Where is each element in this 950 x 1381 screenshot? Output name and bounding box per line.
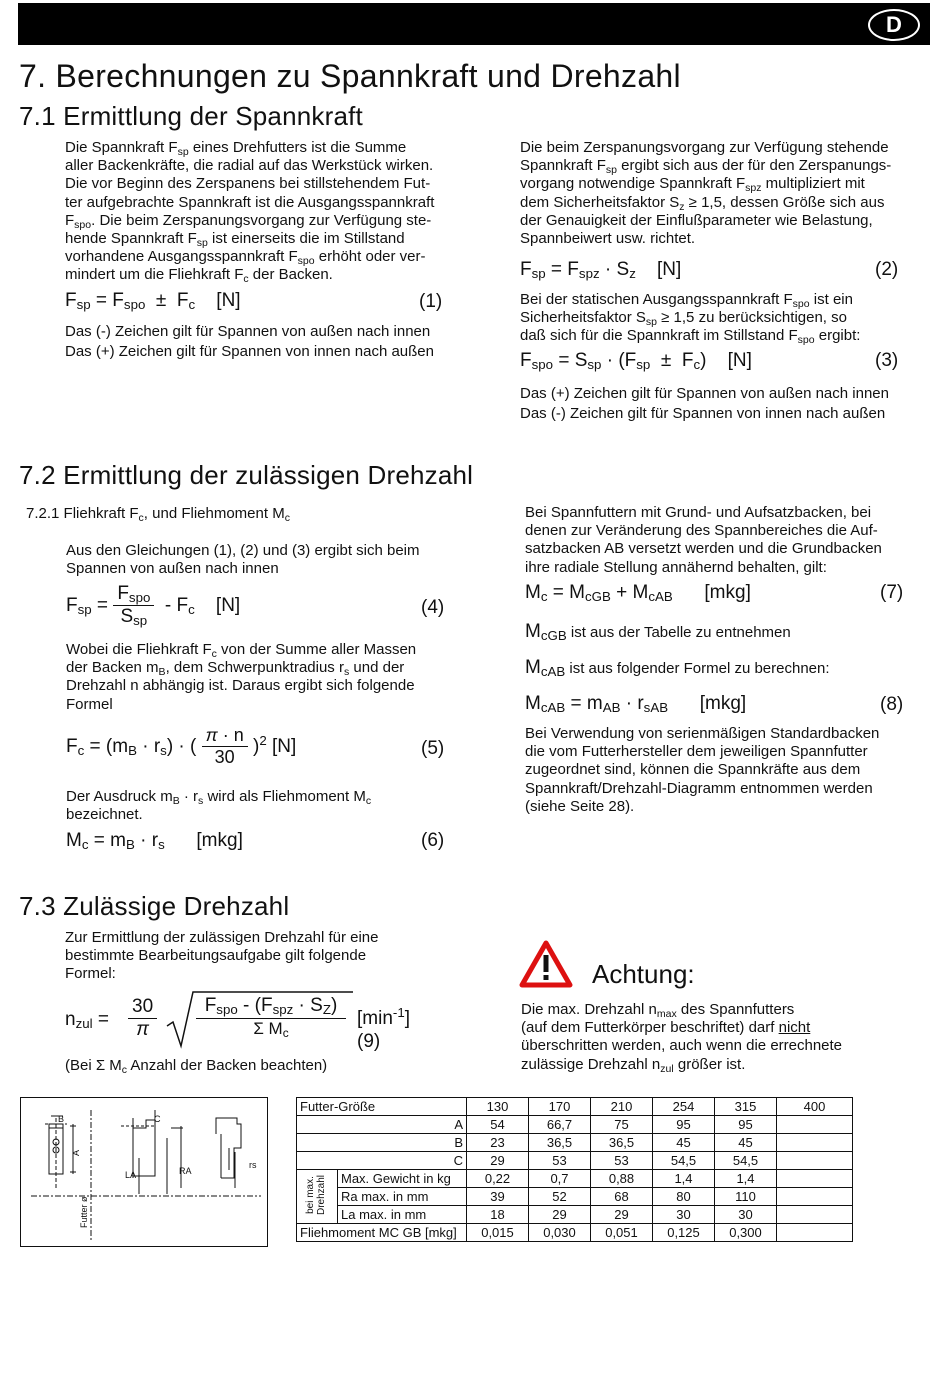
size-254: 254 — [653, 1098, 715, 1116]
s72-intro: Aus den Gleichungen (1), (2) und (3) ergibt sich beim Spannen von außen nach innen — [66, 542, 420, 578]
equation-1: $F_{sp} = F_{spo} \pm F_c$ [N] — [65, 290, 241, 312]
s72-right-paragraph: Bei Spannfuttern mit Grund- und Aufsatzbacken, bei denen zur Veränderung des Spannbereiches die Auf- satzbacken AB versetzt werden und die Grundbacken ihre radiale Stellung annähernd behalten, gilt: — [525, 504, 882, 576]
equation-2-number: (2) — [875, 259, 899, 280]
table-row: Fliehmoment MC GB [mkg] 0,015 0,030 0,051 0,125 0,300 — [297, 1224, 853, 1242]
table-header-row — [297, 1098, 853, 1116]
equation-1-number: (1) — [419, 291, 443, 312]
sign-plus-note: Das (+) Zeichen gilt für Spannen von innen nach außen — [65, 343, 434, 360]
page-title: 7. Berechnungen zu Spannkraft und Drehzahl — [19, 58, 681, 94]
standard-backen-paragraph: Bei Verwendung von serienmäßigen Standardbacken die vom Futterhersteller dem jeweiligen Spannfutter zugeordnet sind, können die Spannkräfte aus dem Spannkraft/Drehzahl-Diagramm entnommen werden (siehe Seite 28). — [525, 725, 880, 815]
equation-4-number: (4) — [421, 597, 445, 618]
jaw-drawing — [21, 1098, 267, 1246]
jaw-diagram — [20, 1097, 268, 1247]
label-la: LA — [125, 1170, 137, 1180]
equation-8-number: (8) — [880, 694, 904, 715]
section-7-1-heading: 7.1 Ermittlung der Spannkraft — [19, 101, 363, 131]
table-row: La max. in mm 18 29 29 30 30 — [297, 1206, 853, 1224]
equation-9-number: (9) — [357, 1031, 381, 1052]
table-row: bei max. Drehzahl Max. Gewicht in kg 0,22 0,7 0,88 1,4 1,4 — [297, 1170, 853, 1188]
static-paragraph: Bei der statischen Ausgangsspannkraft $F_{spo}$ ist ein Sicherheitsfaktor $S_{sp} \ge 1,5$ zu berücksichtigen, so daß sich für die Spannkraft im Stillstand $F_{spo}$ ergibt: — [520, 291, 861, 347]
equation-9-unit: $[\min^{-1}]$ — [357, 1005, 411, 1029]
size-170: 170 — [529, 1098, 591, 1116]
equation-5: $F_c = (m_B \cdot r_s)$ · ( $\frac{\pi \cdot n}{30}$ )$^2$ [N] — [66, 725, 297, 767]
table-row: Ra max. in mm 39 52 68 80 110 — [297, 1188, 853, 1206]
spec-table — [296, 1097, 853, 1242]
warning-text: Die max. Drehzahl $n_{max}$ des Spannfutters (auf dem Futterkörper beschriftet) darf nicht überschritten werden, auch wenn die errechnete zulässige Drehzahl $n_{zul}$ größer ist. — [521, 1001, 843, 1075]
spec-table-wrap — [296, 1097, 853, 1242]
label-futter-diameter: Futter ø — [79, 1196, 89, 1228]
drehzahl-side-label: bei max. Drehzahl — [297, 1170, 338, 1224]
label-c: C — [154, 1114, 161, 1124]
table-header-label: Futter-Größe — [297, 1098, 467, 1116]
sign-minus-note: Das (-) Zeichen gilt für Spannen von außen nach innen — [65, 323, 431, 340]
ausdruck-paragraph: Der Ausdruck $m_B \cdot r_s$ wird als Fliehmoment $M_c$ bezeichnet. — [66, 788, 372, 824]
warning-triangle-icon — [519, 940, 573, 988]
equation-9-radicand: $F_{spo} - (F_{spz} \cdot S_Z)$ Σ $M_c$ — [196, 995, 346, 1039]
size-130: 130 — [467, 1098, 529, 1116]
section-7-2-heading: 7.2 Ermittlung der zulässigen Drehzahl — [19, 460, 474, 490]
size-210: 210 — [591, 1098, 653, 1116]
equation-6-number: (6) — [421, 830, 445, 851]
equation-7-number: (7) — [880, 582, 904, 603]
sign-plus-note-2: Das (+) Zeichen gilt für Spannen von außen nach innen — [520, 385, 889, 402]
wobei-paragraph: Wobei die Fliehkraft $F_c$ von der Summe aller Massen der Backen $m_B$, dem Schwerpunktradius $r_s$ und der Drehzahl n abhängig ist. Daraus ergibt sich folgende Formel — [66, 641, 417, 713]
section-7-3-heading: 7.3 Zulässige Drehzahl — [19, 891, 290, 921]
equation-5-number: (5) — [421, 738, 445, 759]
s73-intro: Zur Ermittlung der zulässigen Drehzahl für eine bestimmte Bearbeitungsaufgabe gilt folgende Formel: — [65, 929, 379, 983]
mcgb-line: $M_{cGB}$ ist aus der Tabelle zu entnehmen — [525, 621, 791, 643]
label-a: A — [71, 1149, 81, 1156]
equation-7: $M_c = M_{cGB} + M_{cAB}$ [mkg] — [525, 582, 751, 604]
equation-3: $F_{spo} = S_{sp} \cdot (F_{sp} \pm F_c)$ [N] — [520, 350, 752, 372]
header-bar — [18, 3, 930, 45]
equation-6: $M_c = m_B \cdot r_s$ [mkg] — [66, 830, 243, 852]
label-ra: RA — [179, 1166, 192, 1176]
language-badge: D — [868, 9, 920, 41]
table-row: C 29 53 53 54,5 54,5 — [297, 1152, 853, 1170]
s71-right-paragraph: Die beim Zerspanungsvorgang zur Verfügung stehende Spannkraft $F_{sp}$ ergibt sich aus der für den Zerspanungs- vorgang notwendige Spannkraft $F_{spz}$ multipliziert mit dem Sicherheitsfaktor $S_z \ge 1,5$, dessen Größe sich aus der Genauigkeit der Einflußparameter wie Belastung, Spannbeiwert usw. richtet. — [520, 139, 892, 248]
equation-3-number: (3) — [875, 350, 899, 371]
equation-9-lhs: $n_{zul}$ = — [65, 1009, 109, 1031]
size-315: 315 — [715, 1098, 777, 1116]
equation-8: $M_{cAB} = m_{AB} \cdot r_{sAB}$ [mkg] — [525, 693, 747, 715]
sign-minus-note-2: Das (-) Zeichen gilt für Spannen von innen nach außen — [520, 405, 886, 422]
table-row: A 54 66,7 75 95 95 — [297, 1116, 853, 1134]
label-b: B — [58, 1114, 65, 1124]
s71-left-paragraph: Die Spannkraft $F_{sp}$ eines Drehfutters ist die Summe aller Backenkräfte, die radial auf das Werkstück wirken. Die vor Beginn des Zerspanens bei stillstehendem Fut- ter aufgebrachte Spannkraft ist die Ausgangsspannkraft $F_{spo}$. Die beim Zerspanungsvorgang zur Verfügung ste- hende Spannkraft $F_{sp}$ ist einerseits die im Stillstand vorhandene Ausgangsspannkraft $F_{spo}$ erhöht oder ver- mindert um die Fliehkraft $F_c$ der Backen. — [65, 139, 435, 286]
subsection-7-2-1-heading: 7.2.1 Fliehkraft $F_c$, und Fliehmoment $M_c$ — [26, 505, 290, 524]
warning-title: Achtung: — [592, 959, 695, 989]
backen-note: (Bei Σ $M_c$ Anzahl der Backen beachten) — [65, 1057, 328, 1076]
equation-2: $F_{sp} = F_{spz} \cdot S_z$ [N] — [520, 259, 682, 281]
label-rs: rs — [249, 1160, 257, 1170]
equation-9-factor: $\frac{30}{\pi}$ — [128, 996, 157, 1041]
table-row: B 23 36,5 36,5 45 45 — [297, 1134, 853, 1152]
size-400: 400 — [777, 1098, 853, 1116]
equation-4: $F_{sp}$ = $\frac{F_{spo}}{S_{sp}}$ - $F_c$ [N] — [66, 583, 241, 628]
mcab-line: $M_{cAB}$ ist aus folgender Formel zu berechnen: — [525, 657, 830, 679]
